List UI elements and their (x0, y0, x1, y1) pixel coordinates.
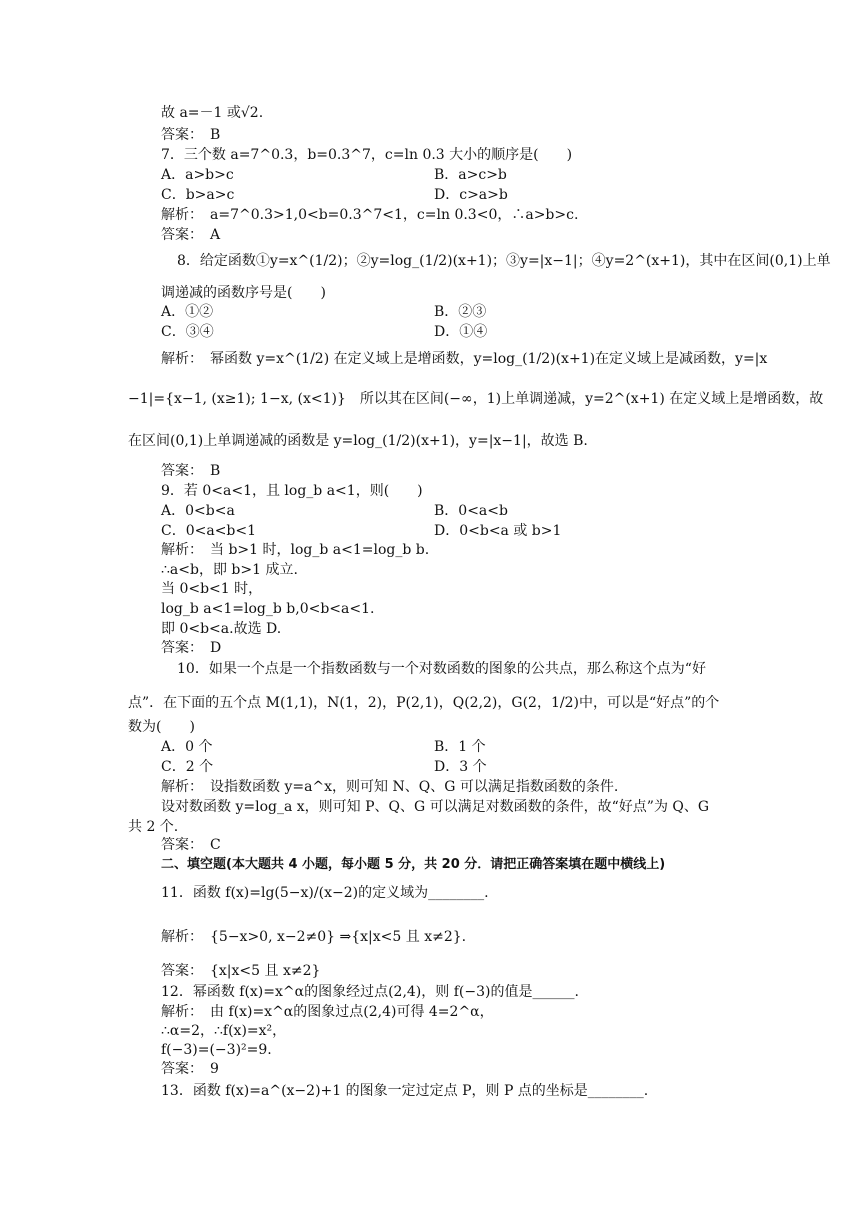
question-12: 12．幂函数 f(x)=x^α的图象经过点(2,4)，则 f(−3)的值是______. (161, 984, 579, 1000)
question-10: 10．如果一个点是一个指数函数与一个对数函数的图象的公共点，那么称这个点为“好 (177, 661, 706, 677)
solution-6-end: 故 a=－1 或√2. (161, 105, 264, 121)
q12-solution-3: f(−3)=(−3)²=9. (161, 1042, 272, 1058)
q9-solution-1: 解析： 当 b>1 时，log_b a<1=log_b b. (161, 542, 430, 558)
question-13: 13．函数 f(x)=a^(x−2)+1 的图象一定过定点 P，则 P 点的坐标是________. (161, 1083, 649, 1099)
answer-8: 答案： B (161, 463, 221, 479)
question-10-cont: 点”．在下面的五个点 M(1,1)，N(1，2)，P(2,1)，Q(2,2)，G(2，1/2)中，可以是“好点”的个 (128, 695, 720, 711)
answer-6: 答案： B (161, 127, 221, 143)
section-heading-fill-in: 二、填空题(本大题共 4 小题，每小题 5 分，共 20 分．请把正确答案填在题中横线上) (161, 857, 666, 872)
answer-11: 答案： {x|x<5 且 x≠2} (161, 963, 321, 979)
q10-solution-2: 设对数函数 y=log_a x，则可知 P、Q、G 可以满足对数函数的条件，故“好点”为 Q、G (161, 799, 710, 815)
answer-12: 答案： 9 (161, 1061, 219, 1077)
q8-option-d: D．①④ (434, 324, 488, 340)
question-10-cont2: 数为( ) (128, 719, 195, 735)
question-8: 8．给定函数①y=x^(1/2)；②y=log_(1/2)(x+1)；③y=|x−1|；④y=2^(x+1)，其中在区间(0,1)上单 (177, 253, 831, 269)
q9-option-c: C．0<a<b<1 (161, 523, 257, 539)
question-9: 9．若 0<a<1，且 log_b a<1，则( ) (161, 483, 423, 499)
q10-option-a: A．0 个 (161, 739, 213, 755)
q8-solution-1: 解析： 幂函数 y=x^(1/2) 在定义域上是增函数，y=log_(1/2)(x+1)在定义域上是减函数，y=|x (161, 351, 768, 367)
q11-solution: 解析： {5−x>0, x−2≠0} ⇒{x|x<5 且 x≠2}. (161, 929, 467, 945)
q8-option-c: C．③④ (161, 324, 214, 340)
q9-solution-4: log_b a<1=log_b b,0<b<a<1. (161, 601, 375, 617)
q8-solution-2: −1|={x−1, (x≥1); 1−x, (x<1)} 所以其在区间(−∞，1)上单调递减，y=2^(x+1) 在定义域上是增函数，故 (128, 391, 824, 407)
q10-option-d: D．3 个 (434, 759, 487, 775)
question-8-cont: 调递减的函数序号是( ) (161, 285, 326, 301)
q7-solution: 解析： a=7^0.3>1,0<b=0.3^7<1，c=ln 0.3<0，∴a>b>c. (161, 207, 579, 223)
answer-9: 答案： D (161, 640, 222, 656)
q9-solution-5: 即 0<b<a.故选 D. (161, 621, 282, 637)
q7-option-a: A．a>b>c (161, 167, 234, 183)
q8-solution-3: 在区间(0,1)上单调递减的函数是 y=log_(1/2)(x+1)，y=|x−1|，故选 B. (128, 433, 588, 449)
q7-option-d: D．c>a>b (434, 187, 508, 203)
q9-solution-3: 当 0<b<1 时， (161, 581, 263, 597)
q7-option-b: B．a>c>b (434, 167, 507, 183)
q9-solution-2: ∴a<b，即 b>1 成立. (161, 562, 298, 578)
q7-option-c: C．b>a>c (161, 187, 235, 203)
q12-solution-2: ∴α=2，∴f(x)=x²， (161, 1023, 287, 1039)
q12-solution-1: 解析： 由 f(x)=x^α的图象过点(2,4)可得 4=2^α， (161, 1004, 494, 1020)
q8-option-a: A．①② (161, 304, 214, 320)
answer-10: 答案： C (161, 837, 221, 853)
q10-solution-3: 共 2 个. (128, 819, 179, 835)
q10-option-c: C．2 个 (161, 759, 214, 775)
q10-solution-1: 解析： 设指数函数 y=a^x，则可知 N、Q、G 可以满足指数函数的条件. (161, 779, 619, 795)
q9-option-d: D．0<b<a 或 b>1 (434, 523, 562, 539)
question-7: 7．三个数 a=7^0.3，b=0.3^7，c=ln 0.3 大小的顺序是( ) (161, 147, 573, 163)
question-11: 11．函数 f(x)=lg(5−x)/(x−2)的定义域为________. (161, 885, 489, 901)
q9-option-a: A．0<b<a (161, 503, 235, 519)
q9-option-b: B．0<a<b (434, 503, 508, 519)
answer-7: 答案： A (161, 227, 221, 243)
q10-option-b: B．1 个 (434, 739, 486, 755)
q8-option-b: B．②③ (434, 304, 487, 320)
